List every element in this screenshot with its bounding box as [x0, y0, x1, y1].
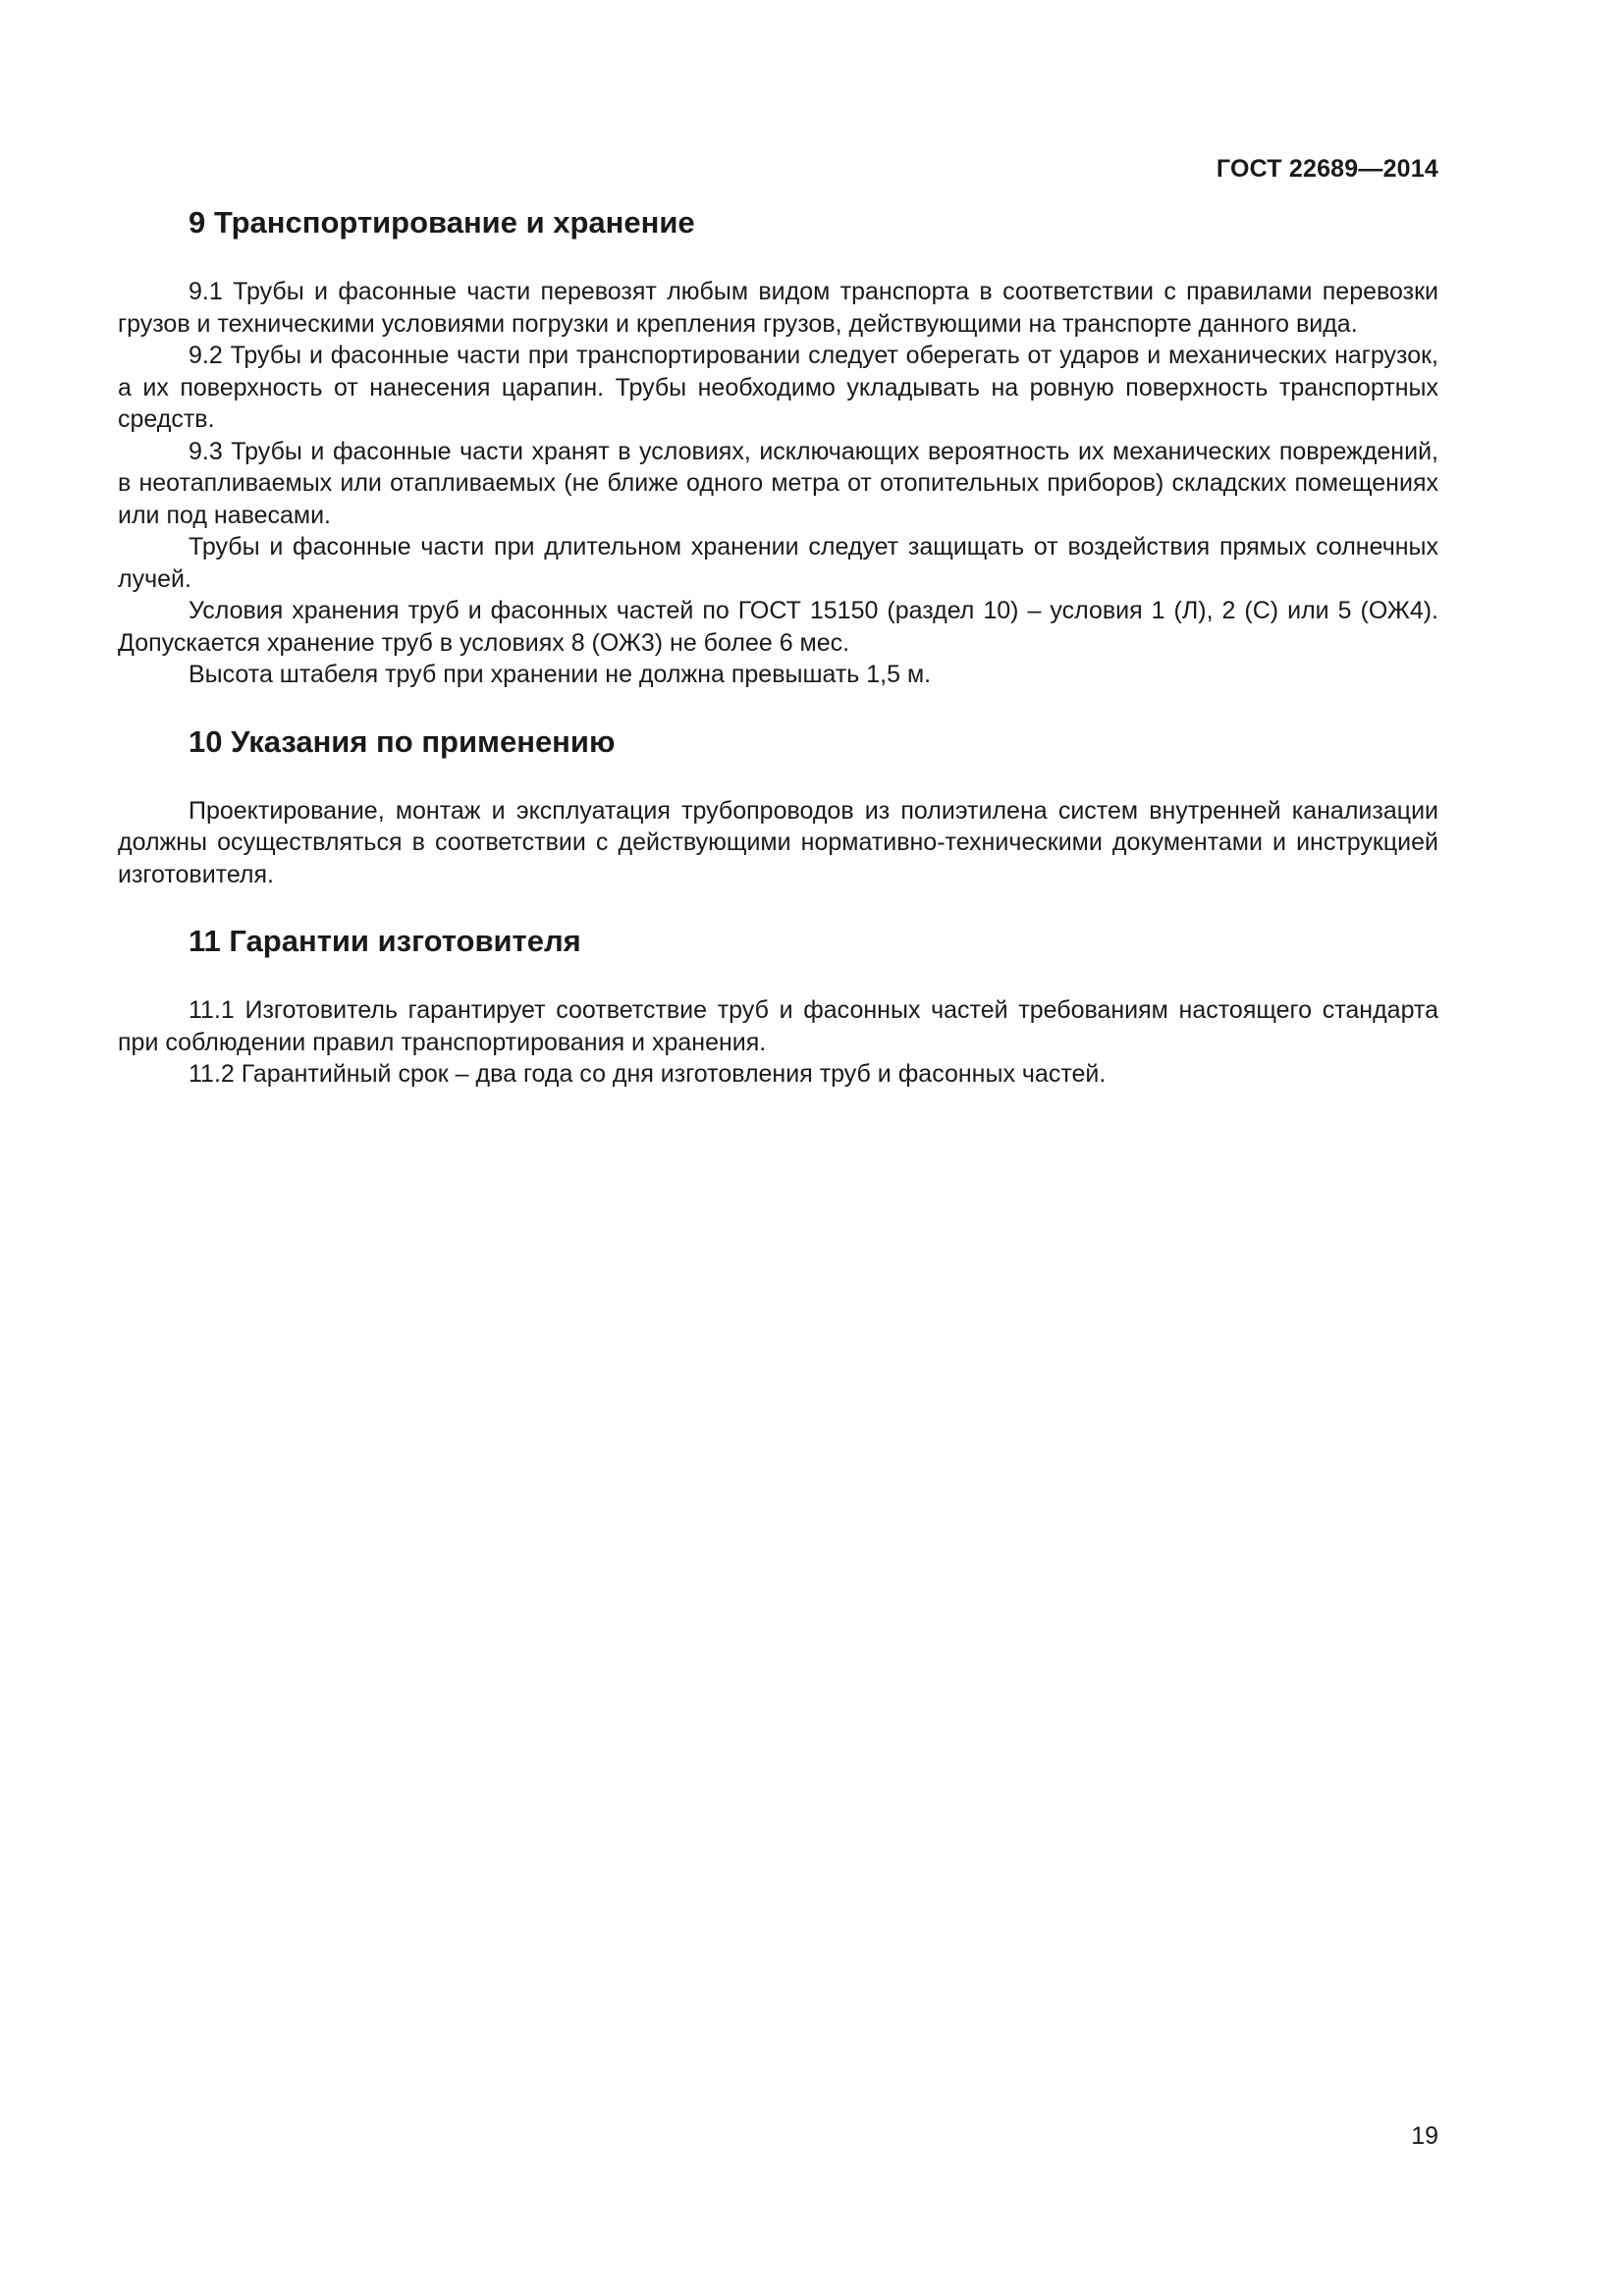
paragraph: Условия хранения труб и фасонных частей по ГОСТ 15150 (раздел 10) – условия 1 (Л), 2 (С) или 5 (ОЖ4). Допускается хранение труб в условиях 8 (ОЖ3) не более 6 мес. — [118, 597, 1438, 657]
section-title: 11 Гарантии изготовителя — [189, 924, 581, 958]
section-title: 9 Транспортирование и хранение — [189, 205, 695, 240]
section-manufacturer-warranty — [118, 920, 1438, 1091]
page-number: 19 — [1411, 2122, 1438, 2150]
document-identifier: ГОСТ 22689—2014 — [1216, 155, 1438, 183]
section-application-instructions — [118, 721, 1438, 891]
paragraph: Трубы и фасонные части при длительном хранении следует защищать от воздействия прямых солнечных лучей. — [118, 533, 1438, 593]
paragraph: 11.2 Гарантийный срок – два года со дня изготовления труб и фасонных частей. — [189, 1060, 1107, 1088]
paragraph: 11.1 Изготовитель гарантирует соответствие труб и фасонных частей требованиям настоящего стандарта при соблюдении правил транспортирования и хранения. — [118, 996, 1438, 1056]
paragraph: 9.1 Трубы и фасонные части перевозят любым видом транспорта в соответствии с правилами перевозки грузов и техническими условиями погрузки и крепления грузов, действующими на транспорте данного вида. — [118, 278, 1438, 338]
paragraph: Высота штабеля труб при хранении не должна превышать 1,5 м. — [189, 661, 932, 688]
section-transport-storage — [118, 201, 1438, 691]
paragraph: 9.3 Трубы и фасонные части хранят в условиях, исключающих вероятность их механических повреждений, в неотапливаемых или отапливаемых (не ближе одного метра от отопительных приборов) складских помещениях или под навесами. — [118, 437, 1438, 529]
paragraph: 9.2 Трубы и фасонные части при транспортировании следует оберегать от ударов и механических нагрузок, а их поверхность от нанесения царапин. Трубы необходимо укладывать на ровную поверхность транспортных средств. — [118, 342, 1438, 433]
section-title: 10 Указания по применению — [189, 723, 616, 759]
paragraph: Проектирование, монтаж и эксплуатация трубопроводов из полиэтилена систем внутренней канализации должны осуществляться в соответствии с действующими нормативно-техническими документами и инструкцией изготовителя. — [118, 796, 1438, 888]
document-body — [118, 201, 1438, 1091]
